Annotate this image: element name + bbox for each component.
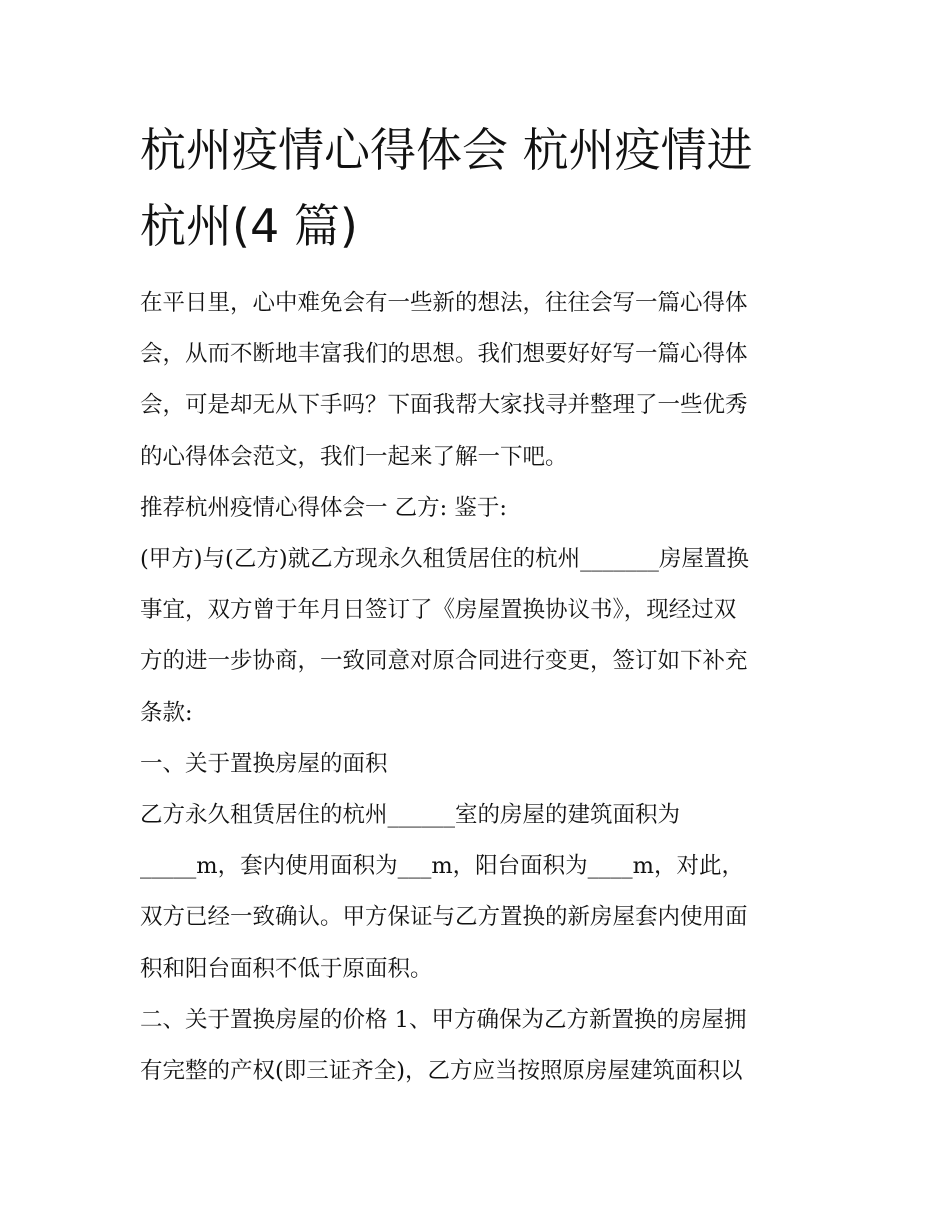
text-line: 的心得体会范文，我们一起来了解一下吧。 bbox=[140, 443, 568, 470]
clause-heading-area bbox=[140, 739, 815, 790]
text-line: 会，从而不断地丰富我们的思想。我们想要好好写一篇心得体 bbox=[140, 341, 748, 368]
text-line: 会，可是却无从下手吗？下面我帮大家找寻并整理了一些优秀 bbox=[140, 392, 748, 419]
text-line: 一、关于置换房屋的面积 bbox=[140, 750, 388, 777]
text-line: (甲方)与(乙方)就乙方现永久租赁居住的杭州_______房屋置换 bbox=[140, 546, 749, 573]
text-line: 积和阳台面积不低于原面积。 bbox=[140, 955, 433, 982]
title-line: 杭州疫情心得体会 杭州疫情进 bbox=[140, 123, 753, 177]
document-title bbox=[140, 112, 815, 264]
text-line: 方的进一步协商，一致同意对原合同进行变更，签订如下补充 bbox=[140, 648, 748, 675]
text-line: 事宜，双方曾于年月日签订了《房屋置换协议书》，现经过双 bbox=[140, 597, 737, 624]
document-body bbox=[140, 112, 815, 1097]
title-line: 杭州(4 篇) bbox=[140, 199, 358, 253]
intro-paragraph bbox=[140, 278, 815, 483]
area-paragraph bbox=[140, 790, 815, 995]
text-line: 二、关于置换房屋的价格 1、甲方确保为乙方新置换的房屋拥 bbox=[140, 1006, 747, 1033]
text-line: 有完整的产权(即三证齐全)，乙方应当按照原房屋建筑面积以 bbox=[140, 1058, 743, 1085]
text-line: 双方已经一致确认。甲方保证与乙方置换的新房屋套内使用面 bbox=[140, 904, 748, 931]
agreement-paragraph bbox=[140, 534, 815, 739]
text-line: 在平日里，心中难免会有一些新的想法，往往会写一篇心得体 bbox=[140, 290, 748, 316]
text-line: 推荐杭州疫情心得体会一 乙方: 鉴于: bbox=[140, 494, 507, 521]
section-heading-paragraph bbox=[140, 483, 815, 534]
price-paragraph bbox=[140, 995, 815, 1097]
text-line: _____m，套内使用面积为___m，阳台面积为____m，对此， bbox=[140, 853, 745, 880]
text-line: 乙方永久租赁居住的杭州______室的房屋的建筑面积为 bbox=[140, 802, 681, 829]
text-line: 条款: bbox=[140, 699, 193, 726]
